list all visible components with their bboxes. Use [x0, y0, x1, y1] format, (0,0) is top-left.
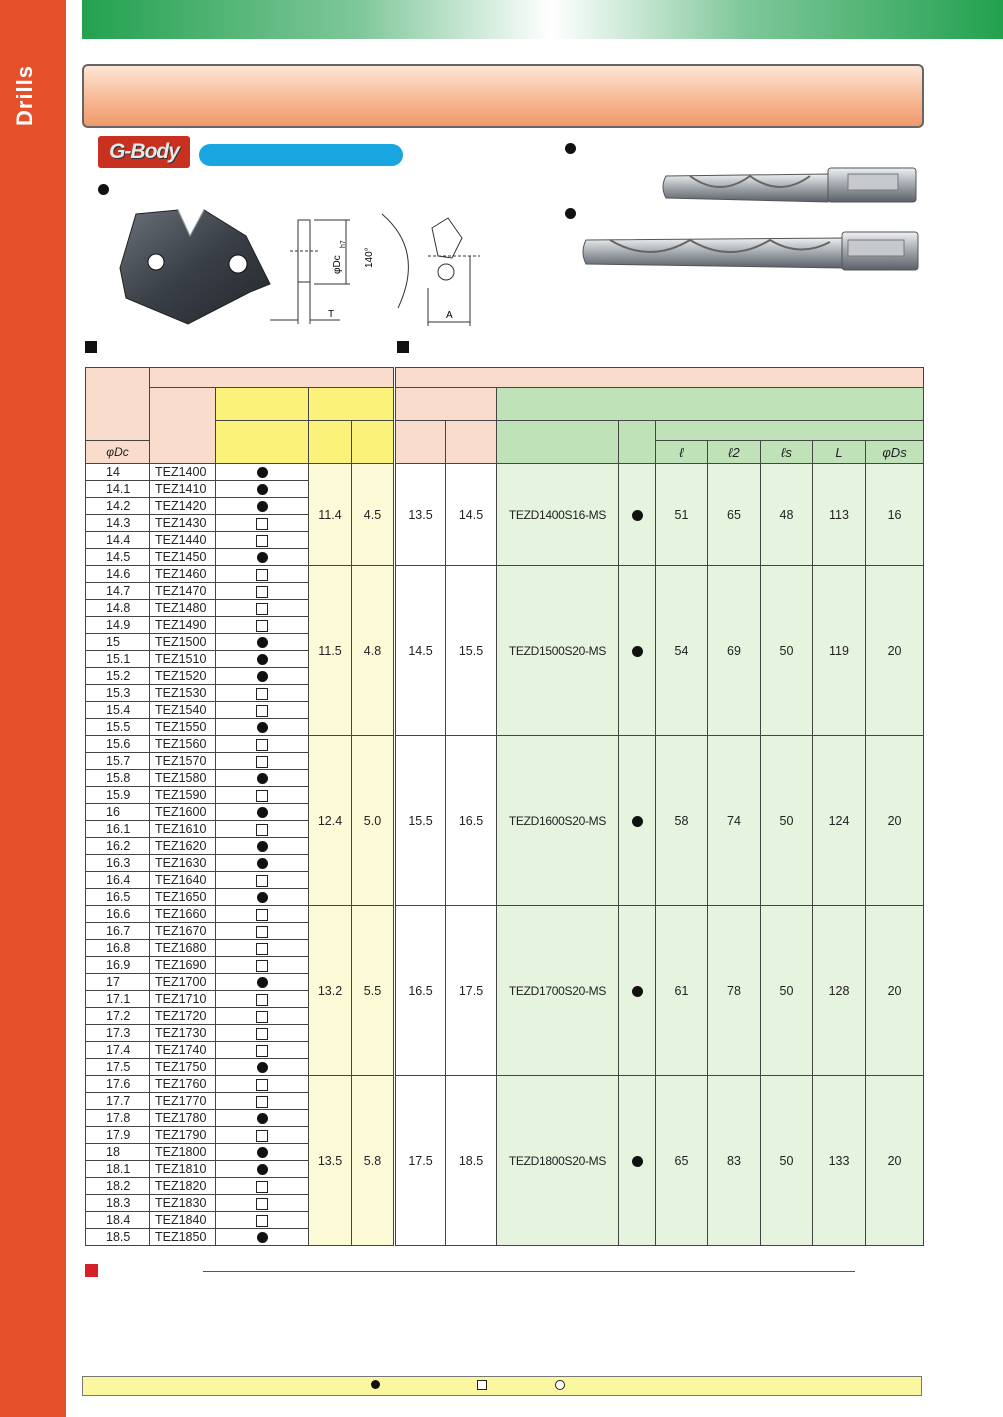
a1-cell: 14.5: [395, 566, 446, 736]
dc-cell: 14: [86, 464, 150, 481]
col-L-header: L: [813, 441, 866, 464]
dc-cell: 18.3: [86, 1195, 150, 1212]
to-order-icon: [256, 875, 268, 887]
insert-code-cell: TEZ1750: [150, 1059, 216, 1076]
note-marker-icon: [85, 1264, 98, 1277]
holder-code-header: [497, 421, 619, 464]
dc-cell: 15.4: [86, 702, 150, 719]
dim-t-label: T: [328, 309, 335, 320]
dc-cell: 15.7: [86, 753, 150, 770]
dim-a-label: A: [446, 310, 453, 321]
stock-cell: [216, 583, 309, 600]
insert-code-cell: TEZ1470: [150, 583, 216, 600]
insert-code-cell: TEZ1430: [150, 515, 216, 532]
in-stock-icon: [257, 501, 268, 512]
stock-cell: [216, 651, 309, 668]
dim-l2-cell: 74: [708, 736, 761, 906]
dc-cell: 16.3: [86, 855, 150, 872]
insert-code-cell: TEZ1830: [150, 1195, 216, 1212]
insert-code-cell: TEZ1700: [150, 974, 216, 991]
dc-cell: 15.8: [86, 770, 150, 787]
stock-cell: [216, 974, 309, 991]
dc-cell: 16.1: [86, 821, 150, 838]
dim-l2-cell: 69: [708, 566, 761, 736]
t1-cell: 13.5: [309, 1076, 352, 1246]
spec-table: [85, 367, 924, 1246]
holder-stock-cell: [619, 906, 656, 1076]
in-stock-icon: [257, 773, 268, 784]
bullet-icon: [98, 184, 109, 195]
dc-cell: 14.7: [86, 583, 150, 600]
a1-cell: 17.5: [395, 1076, 446, 1246]
dc-cell: 16.7: [86, 923, 150, 940]
a2-cell: 18.5: [446, 1076, 497, 1246]
dim-tol-label: h7: [340, 240, 347, 248]
stock-cell: [216, 1212, 309, 1229]
insert-code-cell: TEZ1740: [150, 1042, 216, 1059]
insert-code-cell: TEZ1520: [150, 668, 216, 685]
dc-cell: 16.6: [86, 906, 150, 923]
stock-cell: [216, 872, 309, 889]
stock-cell: [216, 549, 309, 566]
stock-cell: [216, 1093, 309, 1110]
insert-code-cell: TEZ1410: [150, 481, 216, 498]
to-order-icon: [256, 909, 268, 921]
insert-code-cell: TEZ1600: [150, 804, 216, 821]
dim-ds-cell: 20: [866, 906, 924, 1076]
stock-cell: [216, 1059, 309, 1076]
in-stock-icon: [257, 637, 268, 648]
dc-cell: 15.9: [86, 787, 150, 804]
insert-code-cell: TEZ1810: [150, 1161, 216, 1178]
to-order-icon: [256, 1028, 268, 1040]
to-order-icon: [256, 1215, 268, 1227]
in-stock-icon: [257, 654, 268, 665]
dim-header: [656, 421, 924, 441]
stock-cell: [216, 957, 309, 974]
stock-cell: [216, 1008, 309, 1025]
t1-cell: 12.4: [309, 736, 352, 906]
table-row: [86, 906, 924, 923]
to-order-icon: [256, 960, 268, 972]
col-l2-header: ℓ2: [708, 441, 761, 464]
t1-header: [309, 421, 352, 464]
series-pill: [199, 144, 403, 166]
stock-cell: [216, 991, 309, 1008]
dc-cell: 15.5: [86, 719, 150, 736]
stock-cell: [216, 753, 309, 770]
stock-cell: [216, 940, 309, 957]
stock-cell: [216, 1025, 309, 1042]
dim-ls-cell: 50: [761, 1076, 813, 1246]
stock-cell: [216, 702, 309, 719]
to-order-icon: [256, 1181, 268, 1193]
dim-l-cell: 58: [656, 736, 708, 906]
t2-cell: 5.5: [352, 906, 395, 1076]
stock-cell: [216, 515, 309, 532]
stock-cell: [216, 787, 309, 804]
to-order-icon: [256, 1096, 268, 1108]
to-order-icon: [256, 535, 268, 547]
insert-code-cell: TEZ1720: [150, 1008, 216, 1025]
stock-cell: [216, 1178, 309, 1195]
holder-group-header: [395, 368, 924, 388]
insert-code-cell: TEZ1450: [150, 549, 216, 566]
stock-cell: [216, 855, 309, 872]
t1-cell: 13.2: [309, 906, 352, 1076]
insert-code-cell: TEZ1590: [150, 787, 216, 804]
a1-header: [395, 421, 446, 464]
a1-cell: 15.5: [395, 736, 446, 906]
dim-l2-cell: 83: [708, 1076, 761, 1246]
dc-cell: 18.2: [86, 1178, 150, 1195]
insert-code-cell: TEZ1850: [150, 1229, 216, 1246]
stock-cell: [216, 889, 309, 906]
to-order-icon: [256, 739, 268, 751]
insert-code-cell: TEZ1480: [150, 600, 216, 617]
section-label: Drills: [12, 64, 37, 126]
to-order-icon: [256, 1079, 268, 1091]
stock-cell: [216, 923, 309, 940]
dim-l-cell: 54: [656, 566, 708, 736]
legend-order-icon: [477, 1380, 487, 1390]
stock-cell: [216, 906, 309, 923]
stock-cell: [216, 498, 309, 515]
insert-drawing: [270, 196, 500, 328]
insert-code-cell: TEZ1640: [150, 872, 216, 889]
dc-cell: 14.5: [86, 549, 150, 566]
stock-cell: [216, 1127, 309, 1144]
dc-cell: 17.7: [86, 1093, 150, 1110]
stock-cell: [216, 1195, 309, 1212]
to-order-icon: [256, 943, 268, 955]
dc-cell: 16.8: [86, 940, 150, 957]
insert-code-cell: TEZ1710: [150, 991, 216, 1008]
dim-ls-cell: 50: [761, 906, 813, 1076]
stock-cell: [216, 617, 309, 634]
dc-cell: 18.4: [86, 1212, 150, 1229]
insert-code-cell: TEZ1510: [150, 651, 216, 668]
insert-code-cell: TEZ1500: [150, 634, 216, 651]
stock-cell: [216, 685, 309, 702]
in-stock-icon: [257, 977, 268, 988]
insert-code-cell: TEZ1560: [150, 736, 216, 753]
dc-cell: 18.1: [86, 1161, 150, 1178]
insert-code-cell: TEZ1650: [150, 889, 216, 906]
dim-ls-cell: 50: [761, 566, 813, 736]
insert-code-cell: TEZ1800: [150, 1144, 216, 1161]
insert-group-header: [150, 368, 395, 388]
stock-cell: [216, 1144, 309, 1161]
insert-code-cell: TEZ1670: [150, 923, 216, 940]
dim-dc-label: φDc: [332, 255, 343, 274]
holder-stock-cell: [619, 566, 656, 736]
to-order-icon: [256, 790, 268, 802]
t2-cell: 5.8: [352, 1076, 395, 1246]
dc-cell: 17.4: [86, 1042, 150, 1059]
stock-cell: [216, 770, 309, 787]
dim-L-cell: 113: [813, 464, 866, 566]
stock-cell: [216, 1229, 309, 1246]
dim-l-cell: 51: [656, 464, 708, 566]
in-stock-icon: [257, 1147, 268, 1158]
in-stock-icon: [257, 1232, 268, 1243]
to-order-icon: [256, 926, 268, 938]
dim-ls-cell: 50: [761, 736, 813, 906]
insert-code-cell: TEZ1820: [150, 1178, 216, 1195]
in-stock-icon: [257, 671, 268, 682]
dc-cell: 16.5: [86, 889, 150, 906]
to-order-icon: [256, 518, 268, 530]
in-stock-icon: [632, 646, 643, 657]
g-body-logo: G-Body: [98, 136, 190, 168]
in-stock-icon: [257, 1062, 268, 1073]
t2-cell: 4.8: [352, 566, 395, 736]
col-ls-header: ℓs: [761, 441, 813, 464]
bullet-icon: [565, 143, 576, 154]
dim-L-cell: 124: [813, 736, 866, 906]
dc-cell: 15.6: [86, 736, 150, 753]
dc-cell: 17: [86, 974, 150, 991]
stock-cell: [216, 464, 309, 481]
stock-cell: [216, 804, 309, 821]
stock-cell: [216, 600, 309, 617]
table-row: [86, 566, 924, 583]
dim-ds-cell: 16: [866, 464, 924, 566]
note-divider: [203, 1271, 855, 1272]
t2-cell: 5.0: [352, 736, 395, 906]
in-stock-icon: [632, 816, 643, 827]
stock-cell: [216, 532, 309, 549]
dc-cell: 16.2: [86, 838, 150, 855]
a1-cell: 16.5: [395, 906, 446, 1076]
to-order-icon: [256, 1045, 268, 1057]
drill-short-photo: [660, 164, 918, 204]
in-stock-icon: [257, 858, 268, 869]
stock-cell: [216, 1161, 309, 1178]
insert-code-cell: TEZ1680: [150, 940, 216, 957]
stock-cell: [216, 1042, 309, 1059]
legend-discontinued-icon: [555, 1380, 565, 1390]
insert-code-cell: TEZ1570: [150, 753, 216, 770]
a1-cell: 13.5: [395, 464, 446, 566]
insert-code-cell: TEZ1630: [150, 855, 216, 872]
dc-cell: 14.4: [86, 532, 150, 549]
in-stock-icon: [632, 1156, 643, 1167]
to-order-icon: [256, 603, 268, 615]
dim-ds-cell: 20: [866, 1076, 924, 1246]
to-order-icon: [256, 756, 268, 768]
dc-cell: 14.2: [86, 498, 150, 515]
dc-cell: 17.1: [86, 991, 150, 1008]
insert-code-cell: TEZ1440: [150, 532, 216, 549]
insert-code-cell: TEZ1760: [150, 1076, 216, 1093]
dc-header: φDc: [86, 441, 150, 464]
legend-footer: [82, 1376, 922, 1396]
drill-long-photo: [580, 228, 920, 272]
dc-cell: 14.9: [86, 617, 150, 634]
dc-cell: 17.9: [86, 1127, 150, 1144]
holder-code-cell: TEZD1800S20-MS: [497, 1076, 619, 1246]
dc-cell: 15.2: [86, 668, 150, 685]
insert-code-cell: TEZ1660: [150, 906, 216, 923]
to-order-icon: [256, 994, 268, 1006]
holder-stock-header: [619, 421, 656, 464]
stock-header: [216, 388, 309, 421]
insert-code-cell: TEZ1610: [150, 821, 216, 838]
stock-cell: [216, 838, 309, 855]
dc-cell: 18.5: [86, 1229, 150, 1246]
holder-stock-cell: [619, 736, 656, 906]
dim-L-cell: 128: [813, 906, 866, 1076]
dc-cell: 16.9: [86, 957, 150, 974]
insert-code-cell: TEZ1420: [150, 498, 216, 515]
table-row: [86, 464, 924, 481]
dc-cell: 18: [86, 1144, 150, 1161]
col-l-header: ℓ: [656, 441, 708, 464]
to-order-icon: [256, 824, 268, 836]
legend-stock-icon: [371, 1380, 380, 1389]
dc-cell: 15.1: [86, 651, 150, 668]
section-marker-icon: [397, 341, 409, 353]
stock-cell: [216, 1110, 309, 1127]
dc-cell: 16.4: [86, 872, 150, 889]
dc-cell: 15.3: [86, 685, 150, 702]
insert-code-cell: TEZ1490: [150, 617, 216, 634]
a2-cell: 14.5: [446, 464, 497, 566]
title-box: [82, 64, 924, 128]
to-order-icon: [256, 705, 268, 717]
a2-header: [446, 421, 497, 464]
dim-L-cell: 119: [813, 566, 866, 736]
insert-code-cell: TEZ1790: [150, 1127, 216, 1144]
stock-cell: [216, 736, 309, 753]
in-stock-icon: [257, 484, 268, 495]
section-marker-icon: [85, 341, 97, 353]
dim-l-cell: 65: [656, 1076, 708, 1246]
bullet-icon: [565, 208, 576, 219]
a2-cell: 16.5: [446, 736, 497, 906]
t2-cell: 4.5: [352, 464, 395, 566]
insert-code-cell: TEZ1730: [150, 1025, 216, 1042]
stock-sub-header: [216, 421, 309, 464]
insert-code-cell: TEZ1840: [150, 1212, 216, 1229]
in-stock-icon: [257, 841, 268, 852]
insert-code-cell: TEZ1770: [150, 1093, 216, 1110]
dim-l-cell: 61: [656, 906, 708, 1076]
insert-code-cell: TEZ1530: [150, 685, 216, 702]
to-order-icon: [256, 1130, 268, 1142]
insert-code-cell: TEZ1620: [150, 838, 216, 855]
a2-cell: 15.5: [446, 566, 497, 736]
insert-dim-header: [309, 388, 395, 421]
dc-cell: 17.8: [86, 1110, 150, 1127]
insert-code-header: [150, 388, 216, 464]
insert-photo: [118, 206, 274, 326]
dim-ds-cell: 20: [866, 566, 924, 736]
t2-header: [352, 421, 395, 464]
dim-l2-cell: 65: [708, 464, 761, 566]
insert-code-cell: TEZ1780: [150, 1110, 216, 1127]
t1-cell: 11.5: [309, 566, 352, 736]
stock-cell: [216, 566, 309, 583]
insert-code-cell: TEZ1550: [150, 719, 216, 736]
stock-cell: [216, 1076, 309, 1093]
dim-angle-label: 140°: [364, 247, 375, 268]
dc-cell: 14.1: [86, 481, 150, 498]
insert-code-cell: TEZ1690: [150, 957, 216, 974]
insert-code-cell: TEZ1400: [150, 464, 216, 481]
in-stock-icon: [257, 552, 268, 563]
dc-cell: 17.3: [86, 1025, 150, 1042]
table-row: [86, 736, 924, 753]
dim-L-cell: 133: [813, 1076, 866, 1246]
dc-cell: 14.6: [86, 566, 150, 583]
holder-dim-header: [395, 388, 497, 421]
dc-cell: 17.5: [86, 1059, 150, 1076]
insert-code-cell: TEZ1460: [150, 566, 216, 583]
dc-cell: 17.6: [86, 1076, 150, 1093]
dim-ls-cell: 48: [761, 464, 813, 566]
to-order-icon: [256, 586, 268, 598]
in-stock-icon: [257, 892, 268, 903]
dc-cell: 14.3: [86, 515, 150, 532]
in-stock-icon: [257, 1164, 268, 1175]
t1-cell: 11.4: [309, 464, 352, 566]
to-order-icon: [256, 1011, 268, 1023]
holder-code-cell: TEZD1600S20-MS: [497, 736, 619, 906]
in-stock-icon: [257, 807, 268, 818]
holder-spec-header: [497, 388, 924, 421]
a2-cell: 17.5: [446, 906, 497, 1076]
dc-header-top: [86, 368, 150, 441]
dc-cell: 15: [86, 634, 150, 651]
stock-cell: [216, 668, 309, 685]
to-order-icon: [256, 688, 268, 700]
in-stock-icon: [632, 986, 643, 997]
in-stock-icon: [257, 467, 268, 478]
stock-cell: [216, 719, 309, 736]
in-stock-icon: [632, 510, 643, 521]
insert-code-cell: TEZ1580: [150, 770, 216, 787]
stock-cell: [216, 821, 309, 838]
dim-ds-cell: 20: [866, 736, 924, 906]
in-stock-icon: [257, 1113, 268, 1124]
dc-cell: 14.8: [86, 600, 150, 617]
holder-code-cell: TEZD1400S16-MS: [497, 464, 619, 566]
to-order-icon: [256, 1198, 268, 1210]
in-stock-icon: [257, 722, 268, 733]
top-gradient-bar: [82, 0, 1003, 39]
stock-cell: [216, 634, 309, 651]
table-row: [86, 1076, 924, 1093]
stock-cell: [216, 481, 309, 498]
holder-code-cell: TEZD1500S20-MS: [497, 566, 619, 736]
holder-stock-cell: [619, 464, 656, 566]
dc-cell: 16: [86, 804, 150, 821]
side-bar: [0, 0, 66, 1417]
to-order-icon: [256, 569, 268, 581]
col-ds-header: φDs: [866, 441, 924, 464]
insert-code-cell: TEZ1540: [150, 702, 216, 719]
to-order-icon: [256, 620, 268, 632]
holder-stock-cell: [619, 1076, 656, 1246]
dc-cell: 17.2: [86, 1008, 150, 1025]
dim-l2-cell: 78: [708, 906, 761, 1076]
holder-code-cell: TEZD1700S20-MS: [497, 906, 619, 1076]
